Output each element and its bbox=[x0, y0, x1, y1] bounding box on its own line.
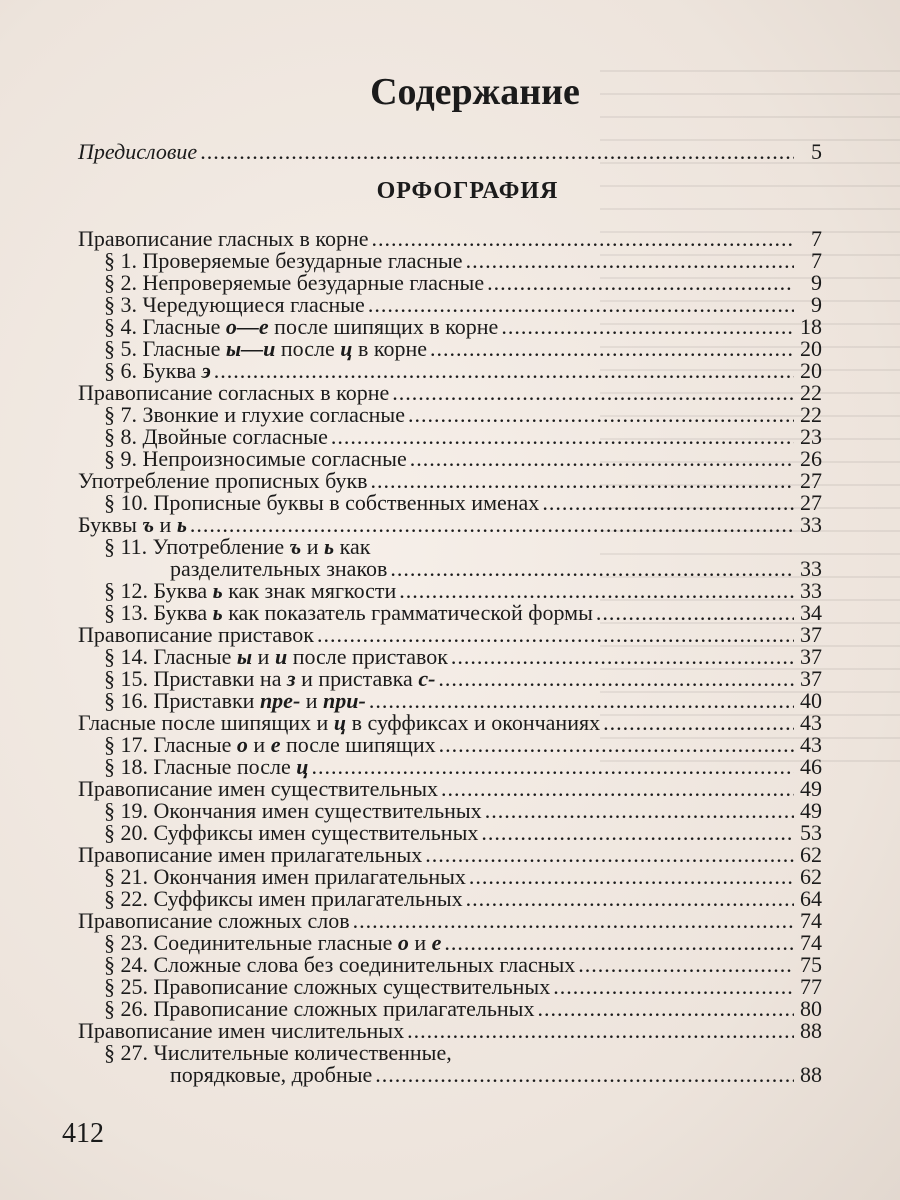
bold-letter: ы bbox=[236, 644, 253, 669]
entry-page: 27 bbox=[800, 468, 822, 493]
toc-paragraph-entry[interactable] bbox=[104, 646, 822, 668]
toc-chapter-entry[interactable] bbox=[78, 624, 822, 646]
dot-leader bbox=[390, 558, 794, 580]
label-text: § 14. Гласные bbox=[104, 644, 237, 669]
label-text: в корне bbox=[352, 336, 427, 361]
toc-paragraph-entry[interactable] bbox=[104, 998, 822, 1020]
entry-page: 80 bbox=[800, 996, 822, 1021]
label-text: и приставка bbox=[295, 666, 419, 691]
label-text: § 13. Буква bbox=[104, 600, 213, 625]
label-text: § 1. Проверяемые безударные гласные bbox=[104, 248, 463, 273]
entry-label bbox=[78, 382, 389, 404]
toc-paragraph-entry[interactable] bbox=[104, 492, 822, 514]
bold-letter: пре- bbox=[259, 688, 301, 713]
label-text: § 22. Суффиксы имен прилагательных bbox=[104, 886, 463, 911]
entry-page: 18 bbox=[800, 314, 822, 339]
entry-page: 37 bbox=[800, 666, 822, 691]
dot-leader bbox=[214, 360, 794, 382]
dot-leader bbox=[578, 954, 794, 976]
entry-label bbox=[104, 404, 405, 426]
dot-leader bbox=[603, 712, 794, 734]
dot-leader bbox=[430, 338, 794, 360]
dot-leader bbox=[331, 426, 794, 448]
entry-page: 62 bbox=[800, 842, 822, 867]
entry-label bbox=[104, 800, 482, 822]
bold-letter: ь bbox=[212, 600, 223, 625]
label-text: после приставок bbox=[287, 644, 448, 669]
toc-paragraph-entry[interactable] bbox=[104, 448, 822, 470]
label-text: Правописание имен числительных bbox=[78, 1018, 405, 1043]
entry-page: 37 bbox=[800, 622, 822, 647]
toc-paragraph-entry[interactable] bbox=[104, 954, 822, 976]
label-text: § 27. Числительные количественные, bbox=[104, 1040, 452, 1065]
toc-paragraph-entry[interactable] bbox=[104, 668, 822, 690]
label-text: Предисловие bbox=[78, 139, 198, 164]
label-text: § 26. Правописание сложных прилагательных bbox=[104, 996, 535, 1021]
entry-label bbox=[78, 712, 600, 734]
dot-leader bbox=[371, 470, 794, 492]
dot-leader bbox=[501, 316, 794, 338]
dot-leader bbox=[375, 1064, 794, 1086]
entry-label bbox=[104, 580, 396, 602]
label-text: как bbox=[334, 534, 371, 559]
entry-page: 74 bbox=[800, 930, 822, 955]
entry-page: 23 bbox=[800, 424, 822, 449]
label-text: § 10. Прописные буквы в собственных именах bbox=[104, 490, 540, 515]
entry-label bbox=[104, 932, 441, 954]
entry-page: 77 bbox=[800, 974, 822, 999]
bold-letter: о—е bbox=[225, 314, 269, 339]
label-text: Правописание имен существительных bbox=[78, 776, 438, 801]
dot-leader bbox=[537, 998, 794, 1020]
entry-label bbox=[104, 734, 436, 756]
toc-chapter-entry[interactable] bbox=[78, 1020, 822, 1042]
label-text: § 11. Употребление bbox=[104, 534, 290, 559]
bold-letter: при- bbox=[323, 688, 366, 713]
label-text: и bbox=[300, 688, 324, 713]
entry-label bbox=[104, 492, 539, 514]
label-text: § 25. Правописание сложных существительных bbox=[104, 974, 551, 999]
dot-leader bbox=[466, 888, 794, 910]
entry-label bbox=[170, 1064, 372, 1086]
entry-page: 5 bbox=[811, 139, 822, 164]
dot-leader bbox=[439, 734, 794, 756]
dot-leader bbox=[410, 448, 794, 470]
entry-page: 37 bbox=[800, 644, 822, 669]
entry-label bbox=[104, 448, 407, 470]
entry-page: 7 bbox=[811, 226, 822, 251]
entry-page: 20 bbox=[800, 358, 822, 383]
bold-letter: ц bbox=[333, 710, 347, 735]
entry-label bbox=[78, 624, 314, 646]
toc-paragraph-entry[interactable] bbox=[104, 580, 822, 602]
bold-letter: с- bbox=[418, 666, 436, 691]
toc-chapter-entry[interactable] bbox=[78, 382, 822, 404]
toc-paragraph-entry[interactable] bbox=[104, 536, 822, 558]
bold-letter: ь bbox=[324, 534, 335, 559]
entry-label bbox=[78, 514, 187, 536]
toc-chapter-entry[interactable] bbox=[78, 514, 822, 536]
bold-letter: ц bbox=[296, 754, 309, 779]
entry-page: 88 bbox=[800, 1062, 822, 1087]
label-text: и bbox=[301, 534, 325, 559]
dot-leader bbox=[372, 228, 794, 250]
label-text: Правописание гласных в корне bbox=[78, 226, 369, 251]
toc-entry-continuation[interactable] bbox=[170, 558, 822, 580]
entry-page: 33 bbox=[800, 512, 822, 537]
dot-leader bbox=[553, 976, 794, 998]
label-text: и bbox=[154, 512, 177, 537]
toc-paragraph-entry[interactable] bbox=[104, 404, 822, 426]
entry-page: 43 bbox=[800, 710, 822, 735]
entry-label bbox=[104, 602, 593, 624]
dot-leader bbox=[542, 492, 794, 514]
entry-label bbox=[104, 272, 484, 294]
entry-label bbox=[78, 228, 369, 250]
label-text: в суффиксах и окончаниях bbox=[346, 710, 601, 735]
entry-label bbox=[78, 778, 438, 800]
entry-label bbox=[104, 756, 308, 778]
label-text: § 17. Гласные bbox=[104, 732, 237, 757]
toc-paragraph-entry[interactable] bbox=[104, 602, 822, 624]
bold-letter: з bbox=[286, 666, 296, 691]
label-text: как знак мягкости bbox=[222, 578, 397, 603]
toc-paragraph-entry[interactable] bbox=[104, 866, 822, 888]
label-text: и bbox=[408, 930, 432, 955]
dot-leader bbox=[481, 822, 794, 844]
toc-paragraph-entry[interactable] bbox=[104, 426, 822, 448]
dot-leader bbox=[441, 778, 794, 800]
entry-label bbox=[104, 316, 498, 338]
label-text: Гласные после шипящих и bbox=[78, 710, 334, 735]
entry-label bbox=[78, 910, 350, 932]
label-text: Правописание приставок bbox=[78, 622, 314, 647]
bold-letter: ы—и bbox=[225, 336, 276, 361]
toc-paragraph-entry[interactable] bbox=[104, 734, 822, 756]
dot-leader bbox=[399, 580, 794, 602]
label-text: § 5. Гласные bbox=[104, 336, 226, 361]
bold-letter: ь bbox=[212, 578, 223, 603]
toc-chapter-entry[interactable] bbox=[78, 228, 822, 250]
label-text: после шипящих bbox=[280, 732, 436, 757]
bold-letter: и bbox=[274, 644, 288, 669]
entry-label bbox=[104, 822, 478, 844]
entry-label bbox=[104, 690, 366, 712]
toc-paragraph-entry[interactable] bbox=[104, 932, 822, 954]
label-text: § 20. Суффиксы имен существительных bbox=[104, 820, 479, 845]
toc-chapter-entry[interactable] bbox=[78, 141, 822, 163]
dot-leader bbox=[369, 690, 794, 712]
toc-entry-continuation[interactable] bbox=[170, 1064, 822, 1086]
label-text: § 18. Гласные после bbox=[104, 754, 297, 779]
entry-page: 62 bbox=[800, 864, 822, 889]
entry-page: 88 bbox=[800, 1018, 822, 1043]
toc-paragraph-entry[interactable] bbox=[104, 888, 822, 910]
entry-label bbox=[104, 976, 550, 998]
entry-label bbox=[104, 250, 463, 272]
label-text: Буквы bbox=[78, 512, 143, 537]
entry-page: 20 bbox=[800, 336, 822, 361]
entry-label bbox=[78, 141, 197, 163]
label-text: после bbox=[275, 336, 341, 361]
entry-label bbox=[104, 998, 534, 1020]
label-text: Правописание согласных в корне bbox=[78, 380, 390, 405]
toc-paragraph-entry[interactable] bbox=[104, 800, 822, 822]
toc-paragraph-entry[interactable] bbox=[104, 1042, 822, 1064]
entry-label bbox=[104, 426, 328, 448]
entry-label bbox=[104, 536, 370, 558]
toc-paragraph-entry[interactable] bbox=[104, 294, 822, 316]
dot-leader bbox=[368, 294, 794, 316]
section-heading: ОРФОГРАФИЯ bbox=[376, 178, 559, 204]
toc-paragraph-entry[interactable] bbox=[104, 690, 822, 712]
page-number: 412 bbox=[62, 1118, 104, 1149]
label-text: как показатель грамматической формы bbox=[222, 600, 593, 625]
label-text: § 4. Гласные bbox=[104, 314, 226, 339]
page-title: Содержание bbox=[370, 71, 580, 113]
entry-page: 27 bbox=[800, 490, 822, 515]
toc-chapter-entry[interactable] bbox=[78, 844, 822, 866]
toc-chapter-entry[interactable] bbox=[78, 470, 822, 492]
entry-label bbox=[170, 558, 387, 580]
entry-label bbox=[104, 646, 448, 668]
label-text: § 2. Непроверяемые безударные гласные bbox=[104, 270, 485, 295]
label-text: § 16. Приставки bbox=[104, 688, 260, 713]
label-text: § 9. Непроизносимые согласные bbox=[104, 446, 407, 471]
dot-leader bbox=[408, 404, 794, 426]
label-text: § 15. Приставки на bbox=[104, 666, 287, 691]
dot-leader bbox=[200, 141, 794, 163]
bold-letter: ь bbox=[176, 512, 187, 537]
entry-label bbox=[104, 954, 575, 976]
entry-page: 75 bbox=[800, 952, 822, 977]
label-text: § 7. Звонкие и глухие согласные bbox=[104, 402, 405, 427]
entry-page: 43 bbox=[800, 732, 822, 757]
entry-page: 22 bbox=[800, 402, 822, 427]
entry-label bbox=[104, 668, 435, 690]
bold-letter: ъ bbox=[142, 512, 155, 537]
bold-letter: э bbox=[201, 358, 211, 383]
entry-page: 46 bbox=[800, 754, 822, 779]
label-text: Правописание имен прилагательных bbox=[78, 842, 423, 867]
entry-page: 22 bbox=[800, 380, 822, 405]
entry-page: 26 bbox=[800, 446, 822, 471]
entry-label bbox=[104, 294, 365, 316]
label-text: и bbox=[252, 644, 275, 669]
toc-chapter-entry[interactable] bbox=[78, 910, 822, 932]
label-text: § 23. Соединительные гласные bbox=[104, 930, 398, 955]
bold-letter: ц bbox=[340, 336, 353, 361]
entry-page: 74 bbox=[800, 908, 822, 933]
entry-label bbox=[104, 360, 211, 382]
dot-leader bbox=[485, 800, 794, 822]
dot-leader bbox=[425, 844, 794, 866]
toc-chapter-entry[interactable] bbox=[78, 712, 822, 734]
dot-leader bbox=[451, 646, 794, 668]
dot-leader bbox=[438, 668, 794, 690]
entry-label bbox=[78, 1020, 404, 1042]
dot-leader bbox=[407, 1020, 794, 1042]
bold-letter: е bbox=[270, 732, 281, 757]
entry-label bbox=[104, 888, 463, 910]
entry-label bbox=[104, 1042, 452, 1064]
entry-page: 64 bbox=[800, 886, 822, 911]
label-text: порядковые, дробные bbox=[170, 1062, 373, 1087]
entry-page: 49 bbox=[800, 776, 822, 801]
label-text: § 24. Сложные слова без соединительных гласных bbox=[104, 952, 576, 977]
bold-letter: о bbox=[236, 732, 248, 757]
dot-leader bbox=[190, 514, 794, 536]
bold-letter: е bbox=[431, 930, 442, 955]
entry-page: 34 bbox=[800, 600, 822, 625]
toc-paragraph-entry[interactable] bbox=[104, 976, 822, 998]
label-text: разделительных знаков bbox=[170, 556, 388, 581]
dot-leader bbox=[466, 250, 794, 272]
dot-leader bbox=[469, 866, 794, 888]
entry-page: 49 bbox=[800, 798, 822, 823]
entry-page: 9 bbox=[811, 270, 822, 295]
entry-page: 33 bbox=[800, 556, 822, 581]
label-text: § 12. Буква bbox=[104, 578, 213, 603]
dot-leader bbox=[392, 382, 794, 404]
bold-letter: ъ bbox=[289, 534, 302, 559]
toc-paragraph-entry[interactable] bbox=[104, 822, 822, 844]
toc-paragraph-entry[interactable] bbox=[104, 360, 822, 382]
label-text: § 3. Чередующиеся гласные bbox=[104, 292, 365, 317]
toc-paragraph-entry[interactable] bbox=[104, 272, 822, 294]
label-text: § 21. Окончания имен прилагательных bbox=[104, 864, 466, 889]
entry-label bbox=[78, 844, 422, 866]
toc-paragraph-entry[interactable] bbox=[104, 250, 822, 272]
toc-chapter-entry[interactable] bbox=[78, 778, 822, 800]
entry-label bbox=[104, 338, 427, 360]
dot-leader bbox=[444, 932, 794, 954]
dot-leader bbox=[353, 910, 794, 932]
label-text: § 8. Двойные согласные bbox=[104, 424, 328, 449]
label-text: Правописание сложных слов bbox=[78, 908, 350, 933]
label-text: § 6. Буква bbox=[104, 358, 202, 383]
label-text: Употребление прописных букв bbox=[78, 468, 368, 493]
dot-leader bbox=[596, 602, 794, 624]
dot-leader bbox=[487, 272, 794, 294]
entry-page: 33 bbox=[800, 578, 822, 603]
entry-page: 9 bbox=[811, 292, 822, 317]
entry-page: 7 bbox=[811, 248, 822, 273]
label-text: § 19. Окончания имен существительных bbox=[104, 798, 482, 823]
toc-paragraph-entry[interactable] bbox=[104, 316, 822, 338]
label-text: после шипящих в корне bbox=[268, 314, 499, 339]
entry-label bbox=[104, 866, 466, 888]
bold-letter: о bbox=[397, 930, 409, 955]
entry-page: 53 bbox=[800, 820, 822, 845]
dot-leader bbox=[311, 756, 794, 778]
entry-label bbox=[78, 470, 368, 492]
toc-paragraph-entry[interactable] bbox=[104, 338, 822, 360]
toc-paragraph-entry[interactable] bbox=[104, 756, 822, 778]
entry-page: 40 bbox=[800, 688, 822, 713]
dot-leader bbox=[317, 624, 794, 646]
label-text: и bbox=[247, 732, 271, 757]
